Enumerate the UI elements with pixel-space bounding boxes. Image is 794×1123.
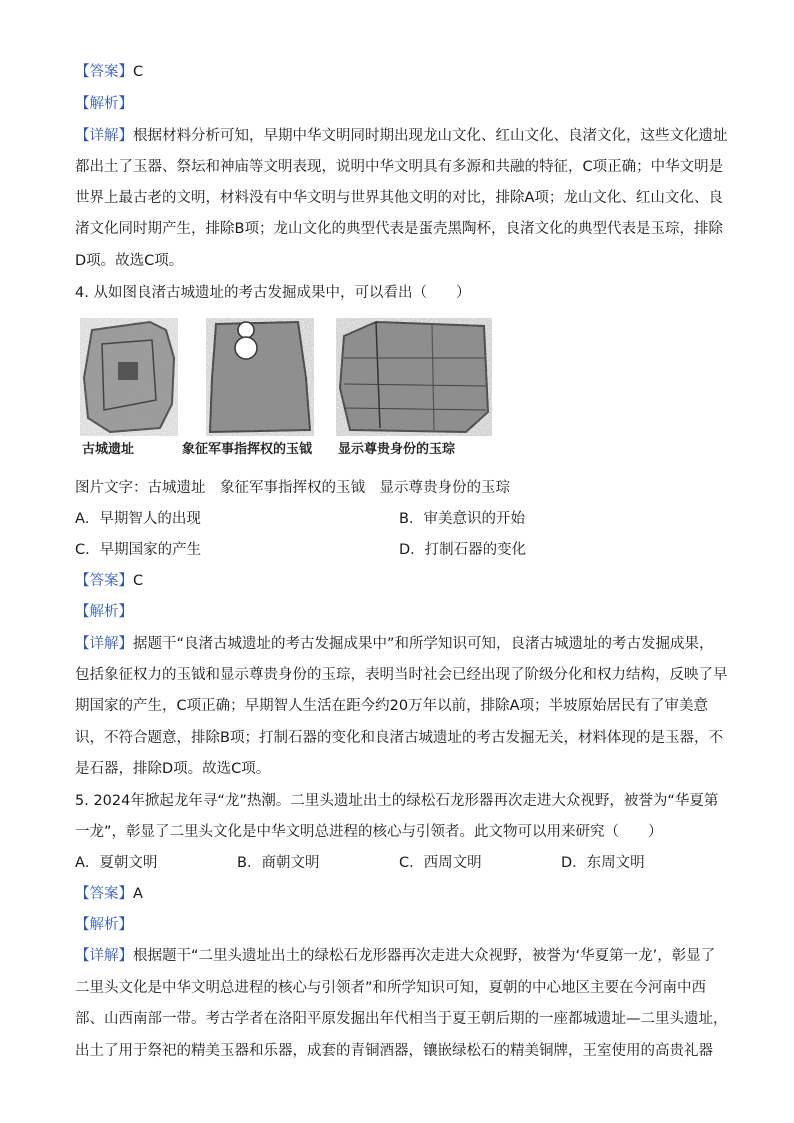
figure-caption-ancient-city: 古城遗址	[82, 442, 135, 457]
q4-figure-text: 图片文字：古城遗址 象征军事指挥权的玉钺 显示尊贵身份的玉琮	[75, 480, 510, 496]
q4-stem: 4. 从如图良渚古城遗址的考古发掘成果中，可以看出（ ）	[75, 285, 471, 301]
q4-option-d: D．打制石器的变化	[399, 542, 527, 558]
q3-analysis-label: 【解析】	[75, 96, 133, 112]
q5-detail-label: 【详解】	[75, 948, 133, 964]
q4-answer	[75, 571, 715, 591]
q3-detail-line-5: D项。故选C项。	[75, 253, 184, 269]
figure-caption-jade-yue: 象征军事指挥权的玉钺	[182, 442, 313, 457]
q4-option-a: A．早期智人的出现	[75, 511, 201, 527]
q5-stem-line-2: 一龙”，彰显了二里头文化是中华文明总进程的核心与引领者。此文物可以用来研究（ ）	[75, 824, 663, 840]
q4-detail-line-1: 【详解】据题干“良渚古城遗址的考古发掘成果中”和所学知识可知，良渚古城遗址的考古发掘成果，	[75, 636, 714, 652]
jade-yue-axe-image	[206, 318, 314, 436]
q5-answer-value: A	[133, 886, 143, 902]
q4-option-b: B．审美意识的开始	[399, 511, 525, 527]
q3-detail-line-1: 【详解】根据材料分析可知，早期中华文明同时期出现龙山文化、红山文化、良渚文化，这些文化遗址	[75, 128, 728, 144]
ancient-city-site-image	[80, 318, 178, 436]
q5-detail-line-2: 二里头文化是中华文明总进程的核心与引领者”和所学知识可知，夏朝的中心地区主要在今河南中西	[75, 980, 707, 996]
q5-detail-line-3: 部、山西南部一带。考古学者在洛阳平原发掘出年代相当于夏王朝后期的一座都城遗址—二里头遗址，	[75, 1011, 728, 1027]
q4-detail-line-3: 期国家的产生，C项正确；早期智人生活在距今约20万年以前，排除A项；半坡原始居民有了审美意	[75, 698, 708, 714]
q4-detail-line-2: 包括象征权力的玉钺和显示尊贵身份的玉琮，表明当时社会已经出现了阶级分化和权力结构，反映了早	[75, 667, 728, 683]
q5-stem-line-1: 5. 2024年掀起龙年寻“龙”热潮。二里头遗址出土的绿松石龙形器再次走进大众视野，被誉为“华夏第	[75, 793, 719, 809]
q4-analysis-label: 【解析】	[75, 604, 133, 620]
q4-detail-line-5: 是石器，排除D项。故选C项。	[75, 761, 271, 777]
q3-answer	[75, 62, 715, 82]
jade-cong-image	[336, 318, 492, 436]
q5-detail-line-1: 【详解】根据题干“二里头遗址出土的绿松石龙形器再次走进大众视野，被誉为‘华夏第一龙’，彰显了	[75, 948, 716, 964]
q5-answer-label: 【答案】	[75, 886, 133, 902]
q3-detail-line-3: 世界上最古老的文明，材料没有中华文明与世界其他文明的对比，排除A项；龙山文化、红山文化、良	[75, 190, 723, 206]
q4-answer-label: 【答案】	[75, 573, 133, 589]
q5-option-a: A．夏朝文明	[75, 855, 158, 871]
q4-option-c: C．早期国家的产生	[75, 542, 202, 558]
q4-detail-line-4: 识，不符合题意，排除B项；打制石器的变化和良渚古城遗址的考古发掘无关，材料体现的是玉器，不	[75, 730, 723, 746]
q5-answer	[75, 884, 715, 904]
q3-detail-line-4: 渚文化同时期产生，排除B项；龙山文化的典型代表是蛋壳黑陶杯，良渚文化的典型代表是玉琮，排除	[75, 221, 723, 237]
q3-answer-label: 【答案】	[75, 64, 133, 80]
q3-detail-label: 【详解】	[75, 128, 133, 144]
figure-caption-jade-cong: 显示尊贵身份的玉琮	[338, 442, 456, 457]
q5-detail-line-4: 出土了用于祭祀的精美玉器和乐器，成套的青铜酒器，镶嵌绿松石的精美铜牌，王室使用的高贵礼器	[75, 1043, 713, 1059]
q4-detail-label: 【详解】	[75, 636, 133, 652]
q5-analysis-label: 【解析】	[75, 917, 133, 933]
q5-option-d: D．东周文明	[561, 855, 645, 871]
q5-option-b: B．商朝文明	[237, 855, 320, 871]
q4-answer-value: C	[133, 573, 144, 589]
q3-answer-value: C	[133, 64, 144, 80]
q3-detail-line-2: 都出土了玉器、祭坛和神庙等文明表现，说明中华文明具有多源和共融的特征，C项正确；中华文明是	[75, 159, 724, 175]
q4-figure	[78, 318, 498, 463]
q5-option-c: C．西周文明	[399, 855, 482, 871]
